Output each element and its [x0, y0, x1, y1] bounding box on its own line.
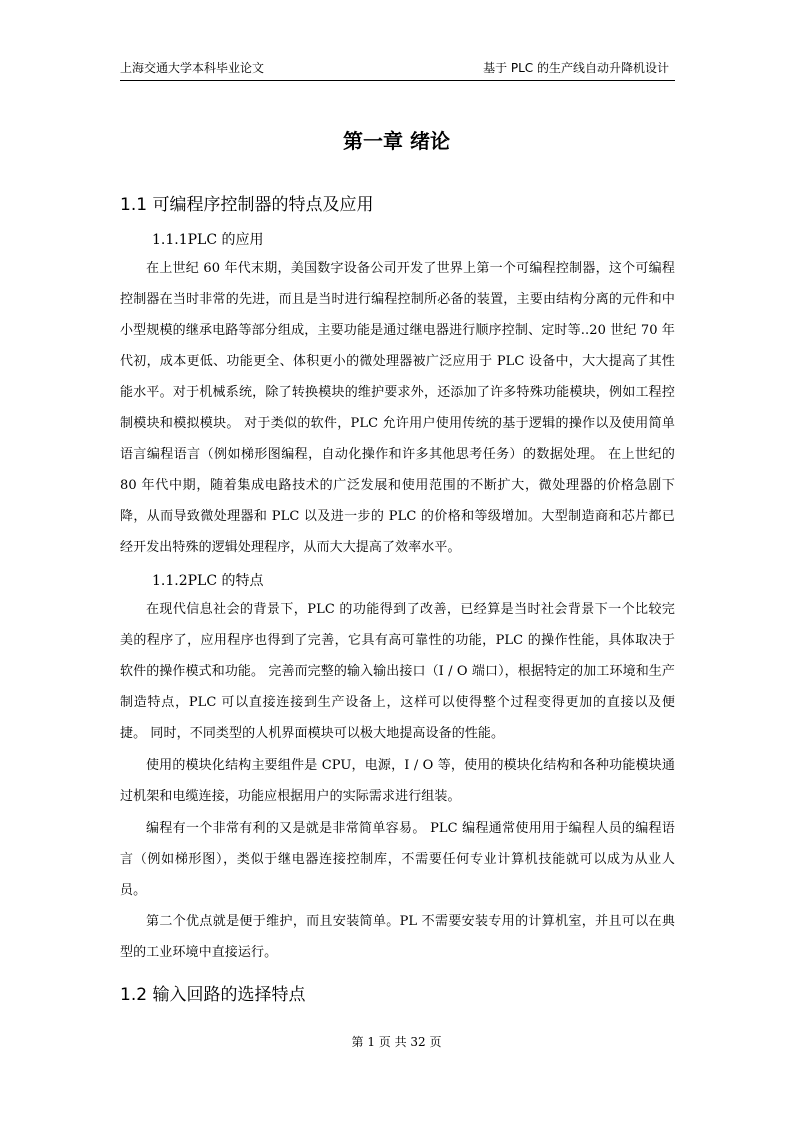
- paragraph-plc-application: 在上世纪 60 年代末期，美国数字设备公司开发了世界上第一个可编程控制器，这个可编程控制器在当时非常的先进，而且是当时进行编程控制所必备的装置，主要由结构分离的元件和中小型规模的继承电路等部分组成，主要功能是通过继电器进行顺序控制、定时等..20 世纪 70 年代初，成本更低、功能更全、体积更小的微处理器被广泛应用于 PLC 设备中，大大提高了其性能水平。对于机械系统，除了转换模块的维护要求外，还添加了许多特殊功能模块，例如工程控制模块和模拟模块。 对于类似的软件，PLC 允许用户使用传统的基于逻辑的操作以及使用简单语言编程语言（例如梯形图编程，自动化操作和许多其他思考任务）的数据处理。 在上世纪的 80 年代中期，随着集成电路技术的广泛发展和使用范围的不断扩大，微处理器的价格急剧下降，从而导致微处理器和 PLC 以及进一步的 PLC 的价格和等级增加。大型制造商和芯片都已经开发出特殊的逻辑处理程序，从而大大提高了效率水平。: [120, 261, 675, 555]
- header-divider: [120, 80, 675, 81]
- header-left-title: 上海交通大学本科毕业论文: [120, 61, 265, 75]
- paragraph-programming: 编程有一个非常有利的又是就是非常简单容易。 PLC 编程通常使用用于编程人员的编程语言（例如梯形图），类似于继电器连接控制库，不需要任何专业计算机技能就可以成为从业人员。: [120, 821, 675, 898]
- paragraph-modular-structure: 使用的模块化结构主要组件是 CPU，电源，I / O 等，使用的模块化结构和各种功能模块通过机架和电缆连接，功能应根据用户的实际需求进行组装。: [120, 758, 675, 804]
- section-heading-1-1: 1.1 可编程序控制器的特点及应用: [120, 195, 374, 215]
- paragraph-maintenance: 第二个优点就是便于维护，而且安装简单。PL 不需要安装专用的计算机室，并且可以在典型的工业环境中直接运行。: [120, 914, 675, 960]
- subsection-heading-1-1-1: 1.1.1PLC 的应用: [152, 232, 264, 248]
- chapter-title: 第一章 绪论: [343, 129, 450, 153]
- header-right-title: 基于 PLC 的生产线自动升降机设计: [483, 61, 669, 75]
- section-heading-1-2: 1.2 输入回路的选择特点: [120, 985, 306, 1005]
- subsection-heading-1-1-2: 1.1.2PLC 的特点: [152, 573, 264, 589]
- paragraph-plc-features: 在现代信息社会的背景下，PLC 的功能得到了改善，已经算是当时社会背景下一个比较完美的程序了，应用程序也得到了完善，它具有高可靠性的功能，PLC 的操作性能，具体取决于软件的操作模式和功能。 完善而完整的输入输出接口（I / O 端口），根据特定的加工环境和生产制造特点，PLC 可以直接连接到生产设备上，这样可以使得整个过程变得更加的直接以及便捷。 同时，不同类型的人机界面模块可以极大地提高设备的性能。: [120, 602, 675, 741]
- page-header: [120, 57, 675, 77]
- page-footer: 第 1 页 共 32 页: [351, 1035, 442, 1049]
